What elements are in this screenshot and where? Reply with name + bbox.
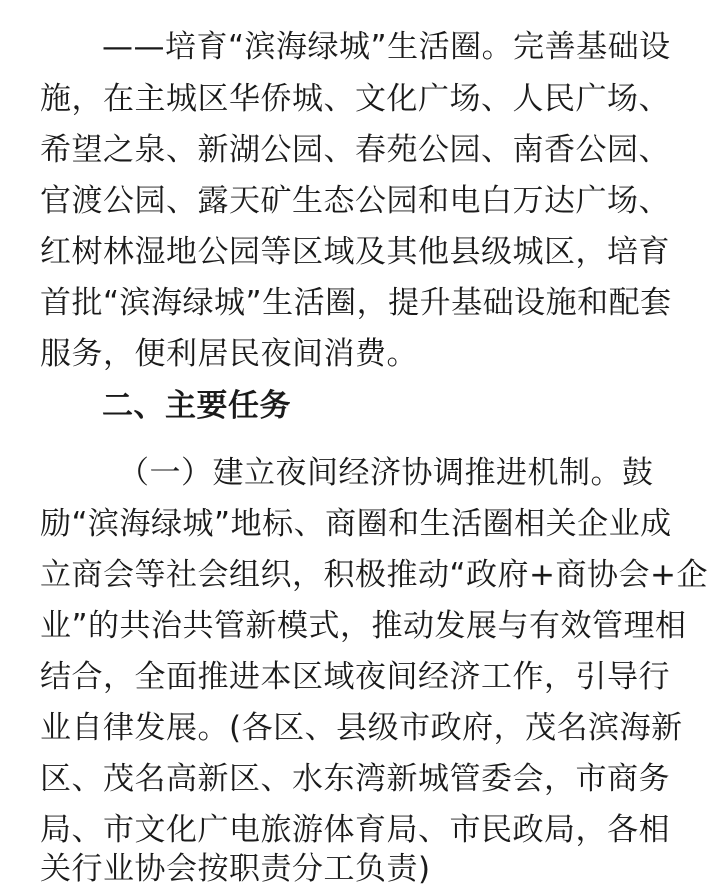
paragraph-1-line-6: 首批“滨海绿城”生活圈，提升基础设施和配套 (40, 285, 672, 321)
paragraph-2-line-4: 业”的共治共管新模式，推动发展与有效管理相 (40, 608, 687, 644)
paragraph-2-line-9: 关行业协会按职责分工负责) (40, 851, 431, 887)
paragraph-1-line-1: ——培育“滨海绿城”生活圈。完善基础设 (102, 29, 671, 65)
paragraph-1-line-3: 希望之泉、新湖公园、春苑公园、南香公园、 (40, 132, 670, 168)
paragraph-2-line-3: 立商会等社会组织，积极推动“政府+商协会+企 (40, 557, 709, 593)
paragraph-2-line-1: （一）建立夜间经济协调推进机制。鼓 (118, 455, 654, 491)
paragraph-2-line-7: 区、茂名高新区、水东湾新城管委会，市商务 (40, 761, 670, 797)
paragraph-2-line-5: 结合，全面推进本区域夜间经济工作，引导行 (40, 659, 670, 695)
paragraph-2-line-2: 励“滨海绿城”地标、商圈和生活圈相关企业成 (40, 506, 672, 542)
paragraph-2-line-8: 局、市文化广电旅游体育局、市民政局，各相 (40, 812, 670, 848)
paragraph-1-line-2: 施，在主城区华侨城、文化广场、人民广场、 (40, 81, 670, 117)
paragraph-1-line-5: 红树林湿地公园等区域及其他县级城区，培育 (40, 234, 670, 270)
paragraph-1-line-7: 服务，便利居民夜间消费。 (40, 336, 418, 372)
paragraph-1-line-4: 官渡公园、露天矿生态公园和电白万达广场、 (40, 183, 670, 219)
section-heading: 二、主要任务 (102, 388, 291, 424)
paragraph-2-line-6: 业自律发展。(各区、县级市政府，茂名滨海新 (40, 710, 683, 746)
